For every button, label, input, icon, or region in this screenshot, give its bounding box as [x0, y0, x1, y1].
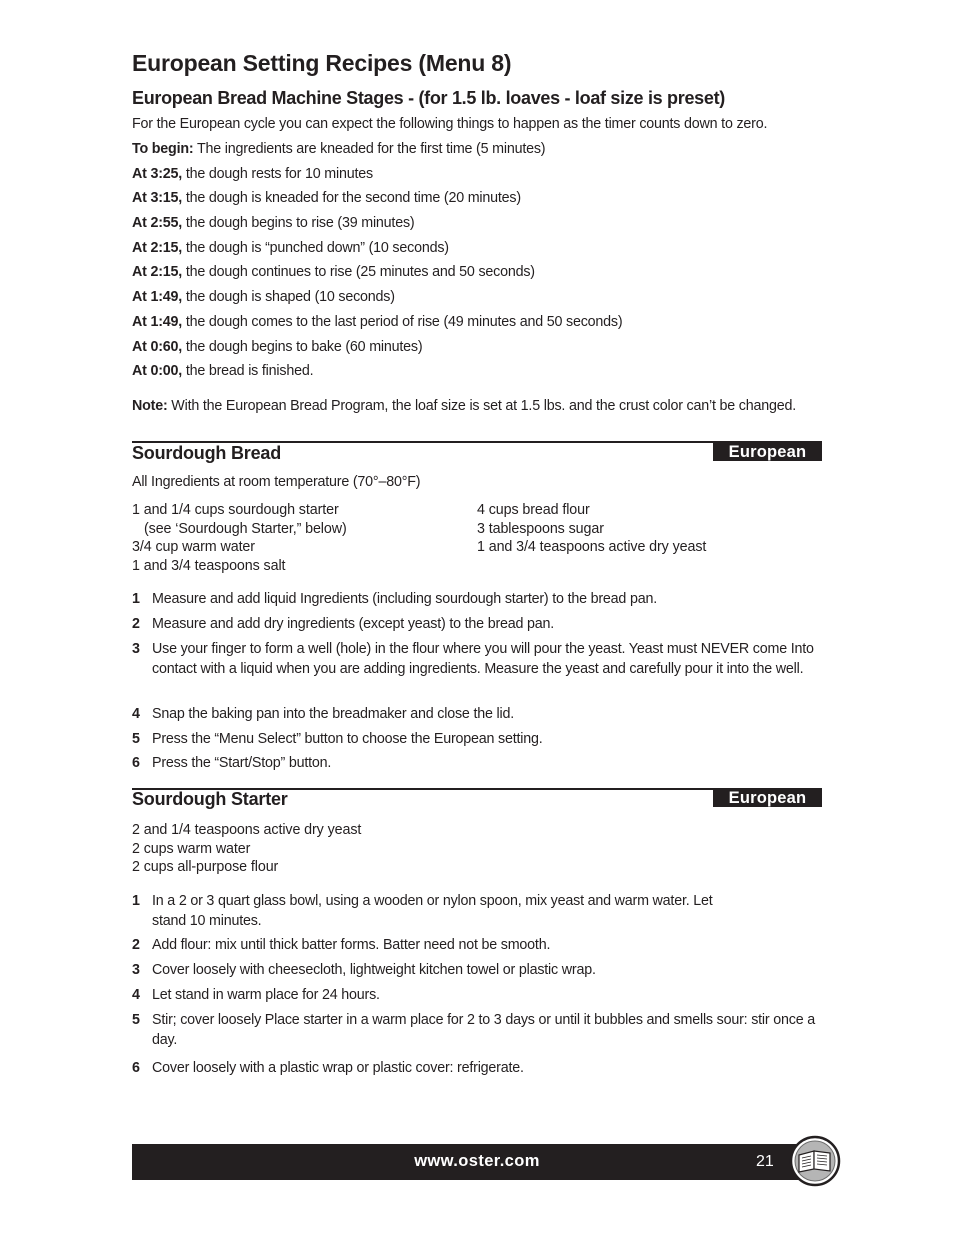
recipe-step: 6 Press the “Start/Stop” button. [132, 755, 332, 771]
stages-heading: European Bread Machine Stages - (for 1.5 lb. loaves - loaf size is preset) [132, 88, 725, 108]
recipe-step: 5 Stir; cover loosely Place starter in a warm place for 2 to 3 days or until it bubbles and smells sour: stir once a day. [132, 1012, 815, 1048]
recipe-title: Sourdough Starter [132, 789, 288, 809]
ingredient-item: 3/4 cup warm water [132, 539, 255, 555]
ingredient-item: (see ‘Sourdough Starter,” below) [144, 520, 347, 537]
recipe-step: 3 Cover loosely with cheesecloth, lightweight kitchen towel or plastic wrap. [132, 962, 596, 978]
stage-line: At 3:25, the dough rests for 10 minutes [132, 166, 373, 182]
ingredient-item: 3 tablespoons sugar [477, 520, 604, 537]
page-number: 21 [756, 1153, 774, 1170]
recipe-step: 4 Let stand in warm place for 24 hours. [132, 987, 380, 1003]
stage-line: To begin: The ingredients are kneaded for the first time (5 minutes) [132, 141, 546, 157]
stage-line: At 3:15, the dough is kneaded for the second time (20 minutes) [132, 190, 521, 206]
recipe-step: 3 Use your finger to form a well (hole) in the flour where you will pour the yeast. Yeast must NEVER come Into contact with a liquid when you are adding ingredients. Measure the yeast and carefully pour it into the well. [132, 641, 814, 677]
category-tag: European [713, 788, 822, 807]
recipe-step: 2 Measure and add dry ingredients (except yeast) to the bread pan. [132, 616, 555, 632]
recipe-step: 1 Measure and add liquid Ingredients (including sourdough starter) to the bread pan. [132, 591, 657, 607]
ingredient-item: 2 cups warm water [132, 840, 251, 857]
stage-line: At 1:49, the dough comes to the last period of rise (49 minutes and 50 seconds) [132, 314, 623, 330]
stage-line: At 0:00, the bread is finished. [132, 363, 314, 379]
recipe-step: 6 Cover loosely with a plastic wrap or plastic cover: refrigerate. [132, 1060, 524, 1076]
temperature-note: All Ingredients at room temperature (70°–80°F) [132, 474, 421, 490]
stage-line: At 2:55, the dough begins to rise (39 minutes) [132, 215, 415, 231]
website-link[interactable]: www.oster.com [414, 1152, 540, 1170]
intro-text: For the European cycle you can expect the following things to happen as the timer counts down to zero. [132, 116, 768, 132]
page-title: European Setting Recipes (Menu 8) [132, 50, 512, 76]
stage-line: At 2:15, the dough is “punched down” (10 seconds) [132, 240, 449, 256]
book-icon [789, 1135, 841, 1187]
ingredient-item: 4 cups bread flour [477, 502, 590, 518]
ingredients-list [132, 821, 361, 877]
ingredient-item: 1 and 1/4 cups sourdough starter [132, 502, 339, 518]
ingredient-item: 1 and 3/4 teaspoons active dry yeast [477, 539, 707, 555]
ingredients-right [477, 501, 706, 557]
recipe-step: 4 Snap the baking pan into the breadmaker and close the lid. [132, 706, 514, 722]
ingredient-item: 2 and 1/4 teaspoons active dry yeast [132, 822, 362, 838]
recipe-title: Sourdough Bread [132, 443, 281, 463]
note-text: Note: With the European Bread Program, the loaf size is set at 1.5 lbs. and the crust color can’t be changed. [132, 398, 797, 414]
category-tag: European [713, 442, 822, 461]
stage-line: At 2:15, the dough continues to rise (25 minutes and 50 seconds) [132, 264, 535, 280]
stage-line: At 0:60, the dough begins to bake (60 minutes) [132, 339, 423, 355]
recipe-step: 1 In a 2 or 3 quart glass bowl, using a wooden or nylon spoon, mix yeast and warm water. Let stand 10 minutes. [132, 893, 713, 929]
ingredient-item: 2 cups all-purpose flour [132, 859, 279, 875]
stage-line: At 1:49, the dough is shaped (10 seconds) [132, 289, 395, 305]
recipe-step: 5 Press the “Menu Select” button to choose the European setting. [132, 731, 543, 747]
ingredient-item: 1 and 3/4 teaspoons salt [132, 557, 286, 574]
footer-bar [132, 1144, 812, 1180]
ingredients-left [132, 501, 347, 575]
recipe-step: 2 Add flour: mix until thick batter forms. Batter need not be smooth. [132, 937, 551, 953]
